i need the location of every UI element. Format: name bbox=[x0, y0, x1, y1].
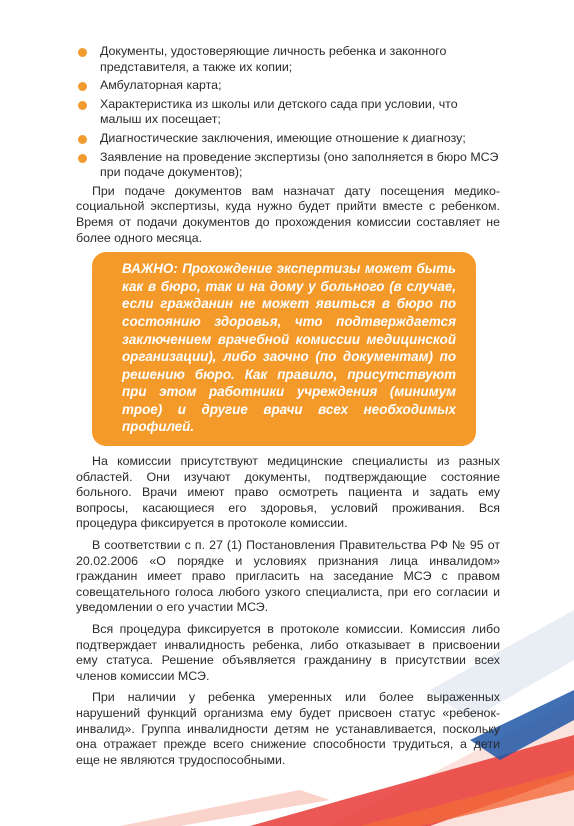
bullet-dot-icon bbox=[78, 101, 87, 110]
paragraph-legal-basis: В соответствии с п. 27 (1) Постановления Правительства РФ № 95 от 20.02.2006 «О порядке и условиях признания лица инвалидом» гражданин имеет право пригласить на заседание МСЭ с правом совещательного голоса любого узкого специалиста, при его согласии и уведомлении о его участии МСЭ. bbox=[76, 538, 500, 615]
bullet-dot-icon bbox=[78, 48, 87, 57]
bullet-dot-icon bbox=[78, 135, 87, 144]
list-item-text: Диагностические заключения, имеющие отношение к диагнозу; bbox=[100, 130, 466, 145]
list-item-text: Документы, удостоверяющие личность ребенка и законного представителя, а также их копии; bbox=[100, 44, 447, 74]
paragraph-protocol: Вся процедура фиксируется в протоколе комиссии. Комиссия либо подтверждает инвалидность ребенка, либо отказывает в присвоении ему статуса. Решение объявляется гражданину в присутствии всех членов комиссии МСЭ. bbox=[76, 622, 500, 683]
list-item bbox=[76, 44, 500, 75]
list-item bbox=[76, 78, 500, 94]
paragraph-submission-date: При подаче документов вам назначат дату посещения медико-социальной экспертизы, куда нужно будет прийти вместе с ребенком. Время от подачи документов до прохождения комиссии составляет не более одного месяца. bbox=[76, 183, 500, 245]
important-callout: ВАЖНО: Прохождение экспертизы может быть как в бюро, так и на дому у больного (в случае, если гражданин не может явиться в бюро по состоянию здоровья, что подтверждается заключением врачебной комиссии медицинской организации), либо заочно (по документам) по решению бюро. Как правило, присутствуют при этом работники учреждения (минимум трое) и другие врачи всех необходимых профилей. bbox=[92, 252, 476, 446]
list-item bbox=[76, 131, 500, 147]
list-item bbox=[76, 97, 500, 128]
list-item bbox=[76, 150, 500, 181]
page-content bbox=[76, 44, 500, 774]
list-item-text: Амбулаторная карта; bbox=[100, 78, 222, 93]
document-list bbox=[76, 44, 500, 181]
list-item-text: Характеристика из школы или детского сада при условии, что малыш их посещает; bbox=[100, 96, 458, 127]
paragraph-disability-status: При наличии у ребенка умеренных или более выраженных нарушений функций организма ему будет присвоен статус «ребенок-инвалид». Группа инвалидности детям не устанавливается, поскольку она отражает прежде всего снижение способности трудиться, а дети еще не являются трудоспособными. bbox=[76, 690, 500, 767]
list-item-text: Заявление на проведение экспертизы (оно заполняется в бюро МСЭ при подаче документов); bbox=[100, 149, 499, 180]
paragraph-commission-members: На комиссии присутствуют медицинские специалисты из разных областей. Они изучают документы, подтверждающие состояние больного. Врачи имеют право осмотреть пациента и задать ему вопросы, касающиеся его здоровья, условий проживания. Вся процедура фиксируется в протоколе комиссии. bbox=[76, 454, 500, 531]
bullet-dot-icon bbox=[78, 154, 87, 163]
bullet-dot-icon bbox=[78, 82, 87, 91]
